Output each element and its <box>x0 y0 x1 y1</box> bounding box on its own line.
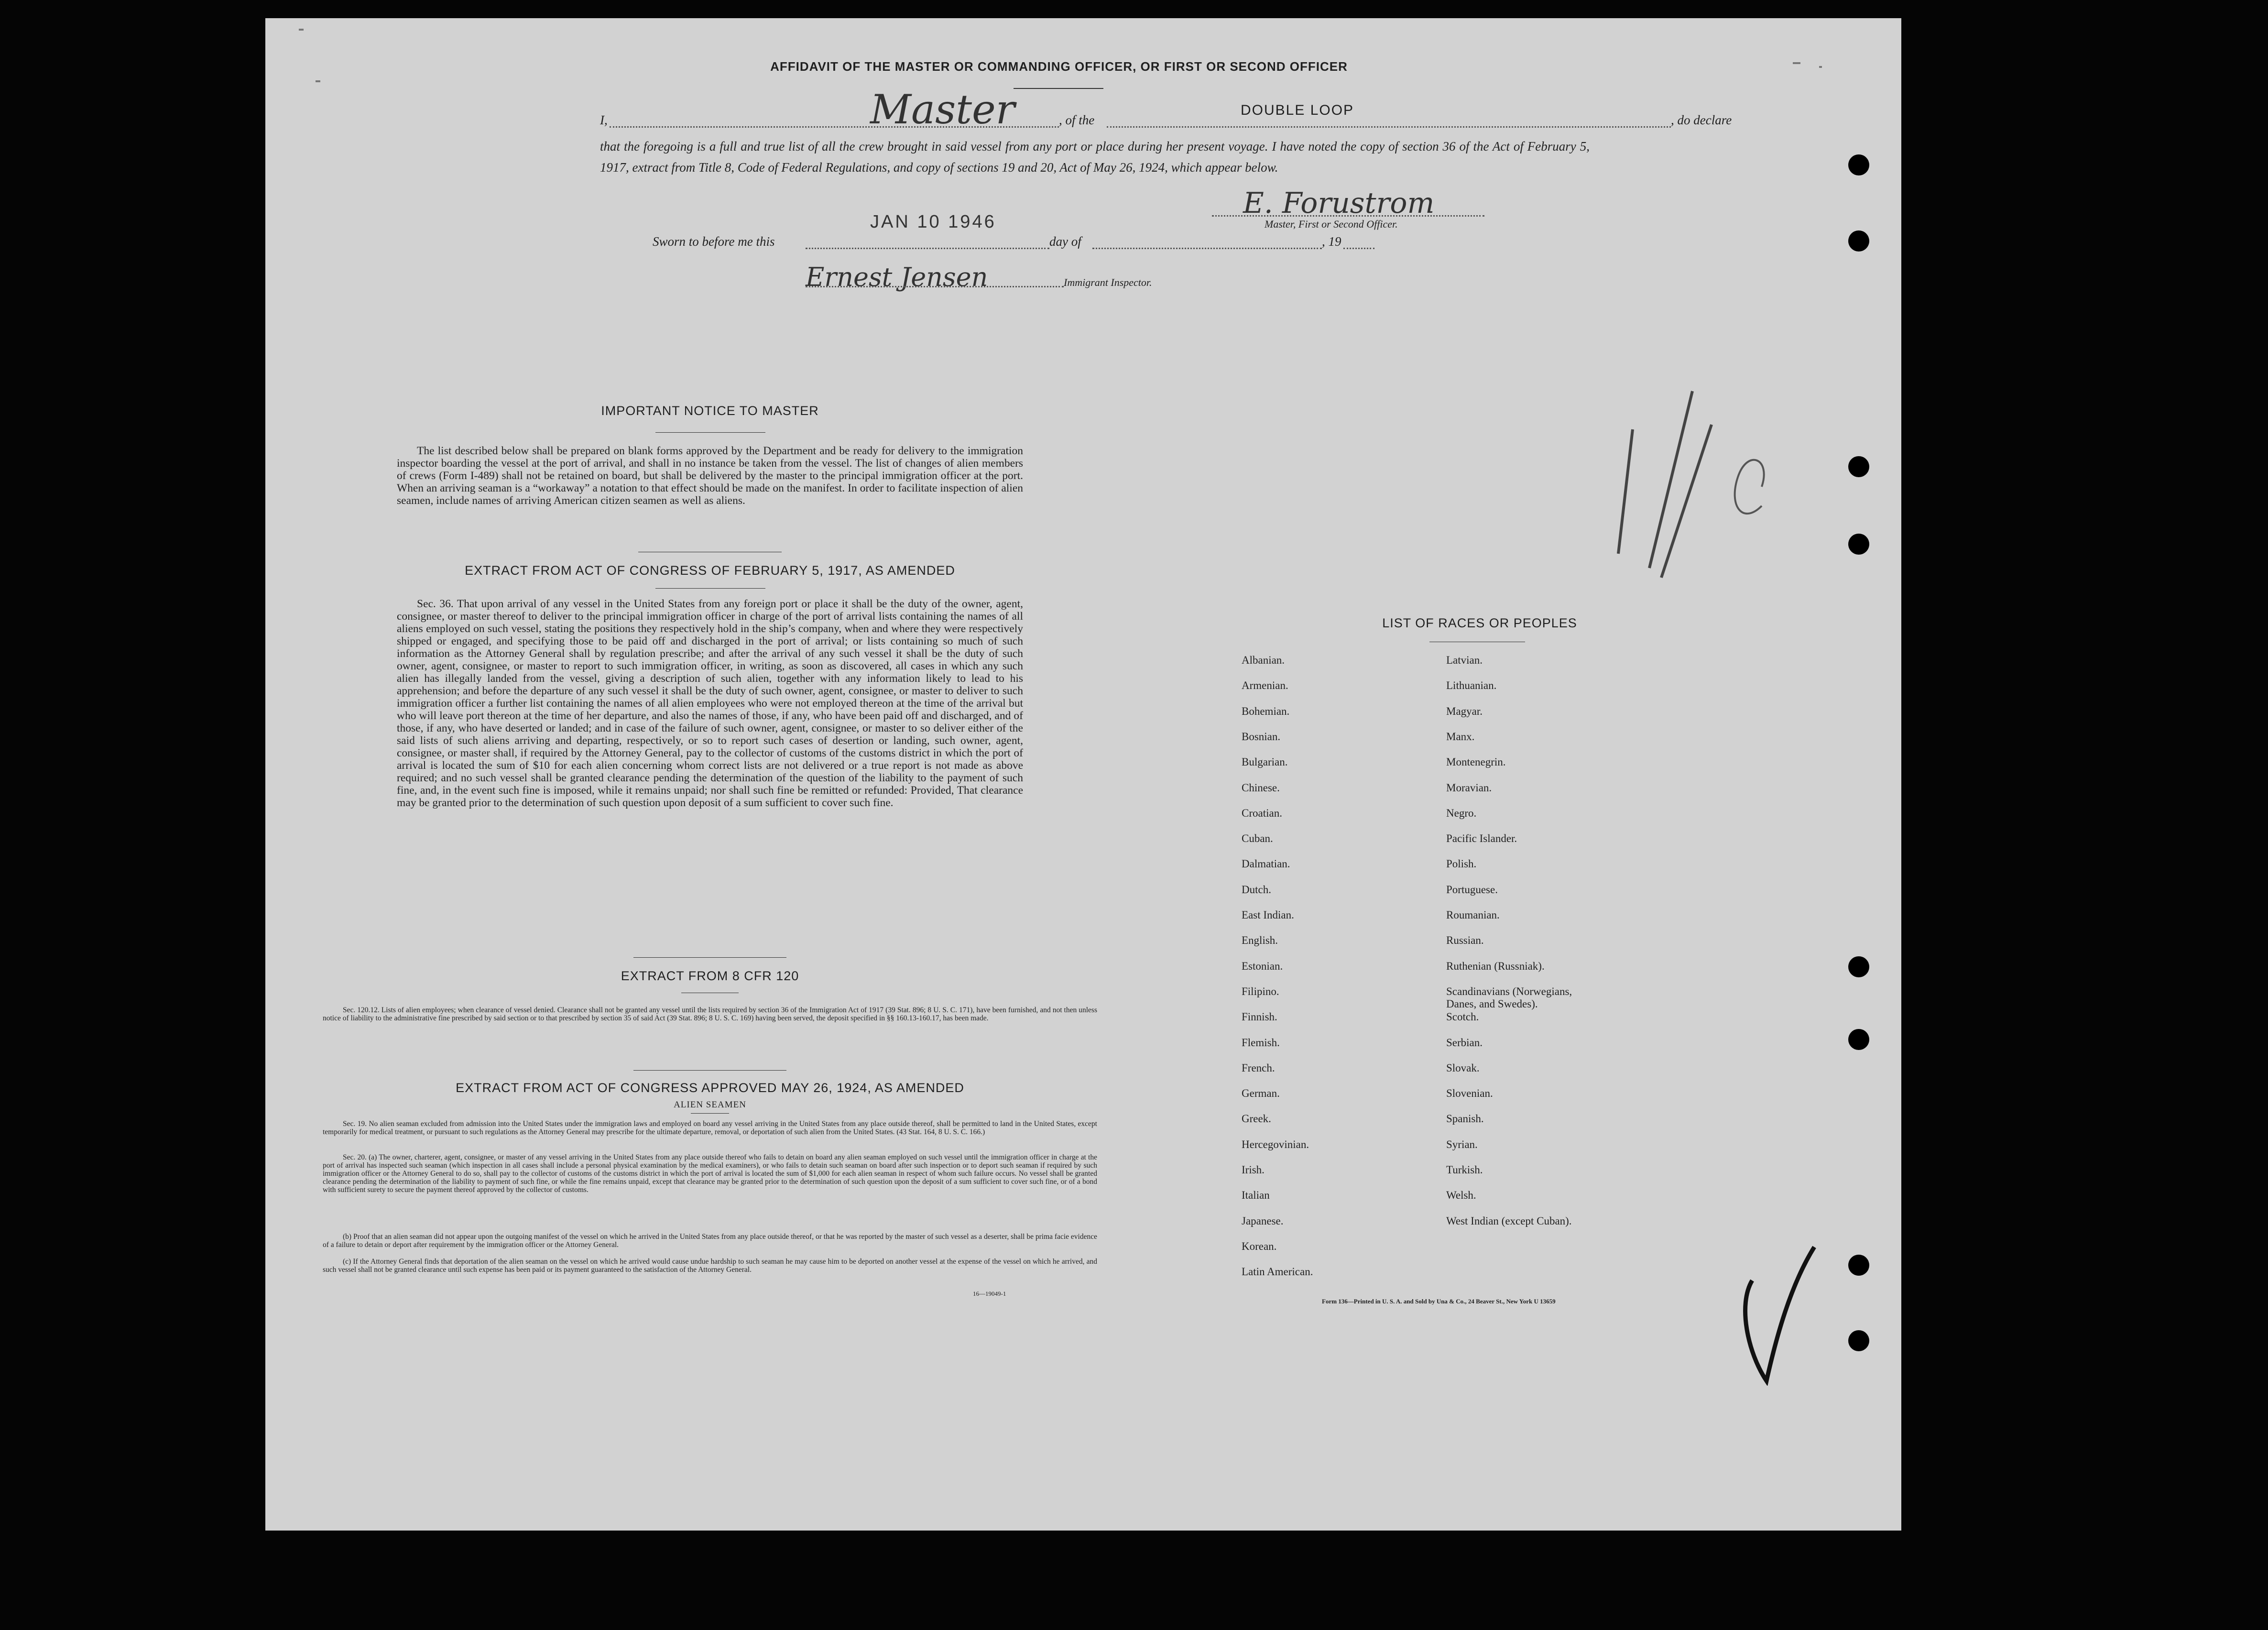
race-item: Filipino. <box>1242 985 1279 997</box>
vessel-name-line <box>1107 126 1671 128</box>
race-item: Slovenian. <box>1446 1087 1493 1100</box>
race-item: Ruthenian (Russniak). <box>1446 960 1545 972</box>
sworn-month-line <box>1092 248 1322 249</box>
race-item: German. <box>1242 1087 1280 1100</box>
extract-1917-title: EXTRACT FROM ACT OF CONGRESS OF FEBRUARY 5, 1917, AS AMENDED <box>465 563 955 578</box>
race-item: Latvian. <box>1446 654 1483 666</box>
binder-hole <box>1848 230 1869 252</box>
inspector-line <box>806 286 1064 287</box>
race-item: Bulgarian. <box>1242 756 1288 768</box>
extract-1924-subtitle: ALIEN SEAMEN <box>674 1100 746 1110</box>
race-item: Estonian. <box>1242 960 1283 972</box>
binder-hole <box>1848 1255 1869 1276</box>
sworn-date-stamp: JAN 10 1946 <box>870 212 996 232</box>
handwritten-check-mark <box>1733 1242 1819 1386</box>
race-item: Cuban. <box>1242 832 1273 845</box>
race-item: Montenegrin. <box>1446 756 1506 768</box>
race-item: Greek. <box>1242 1113 1271 1125</box>
race-item: Flemish. <box>1242 1036 1280 1049</box>
race-item: Manx. <box>1446 730 1475 743</box>
race-item: Croatian. <box>1242 807 1282 819</box>
race-item: Scandinavians (Norwegians, <box>1446 985 1572 997</box>
binder-hole <box>1848 1029 1869 1050</box>
divider <box>633 957 786 958</box>
binder-hole <box>1848 456 1869 477</box>
affidavit-body: that the foregoing is a full and true list of all the crew brought in said vessel from any port or place during her present voyage. I have noted the copy of section 36 of the Act of February 5, 1917, extract from Title 8, Code of Federal Regulations, and copy of sections 19 and 20, Act of May 26, 1924, which appear below. <box>600 139 1590 175</box>
race-item: Serbian. <box>1446 1036 1483 1049</box>
race-item: Moravian. <box>1446 781 1492 794</box>
divider <box>1014 88 1103 89</box>
extract-cfr-title: EXTRACT FROM 8 CFR 120 <box>621 969 799 983</box>
race-item: Welsh. <box>1446 1189 1476 1202</box>
sworn-day-line <box>806 248 1049 249</box>
binder-hole <box>1848 154 1869 175</box>
form-footer: Form 136—Printed in U. S. A. and Sold by Una & Co., 24 Beaver St., New York U 13659 <box>1322 1298 1556 1305</box>
race-item: Scotch. <box>1446 1011 1479 1023</box>
binder-hole <box>1848 534 1869 555</box>
race-item: Slovak. <box>1446 1061 1480 1074</box>
sworn-year-line <box>1343 248 1374 249</box>
race-item: Albanian. <box>1242 654 1285 666</box>
race-item: Bohemian. <box>1242 705 1290 717</box>
race-item: East Indian. <box>1242 909 1294 921</box>
extract-1924-sec20b: (b) Proof that an alien seaman did not appear upon the outgoing manifest of the vessel on which he arrived in the United States from any place outside thereof, or that he was reported by the master of such vessel as a deserter, shall be prima facie evidence of a failure to detain or deport after requirement by the immigration officer or the Attorney General. <box>323 1233 1097 1249</box>
scan-speck <box>1793 62 1800 64</box>
race-item: Dalmatian. <box>1242 858 1290 870</box>
day-of-label: day of <box>1049 234 1081 249</box>
binder-hole <box>1848 956 1869 977</box>
race-item: Lithuanian. <box>1446 679 1497 692</box>
divider <box>655 588 765 589</box>
race-item: Danes, and Swedes). <box>1446 997 1538 1010</box>
master-caption: Master, First or Second Officer. <box>1265 218 1398 230</box>
race-item: Syrian. <box>1446 1138 1478 1150</box>
race-item: Bosnian. <box>1242 730 1281 743</box>
notice-body: The list described below shall be prepared on blank forms approved by the Department and be ready for delivery to the immigration inspector boarding the vessel at the port of arrival, and shall in no instance be taken from the vessel. The list of changes of alien members of crews (Form I-489) shall not be retained on board, but shall be delivered by the master to the principal immigration officer at the port. When an arriving seaman is a “workaway” a notation to that effect should be made on the manifest. In order to facilitate inspection of alien seamen, include names of arriving American citizen seamen as well as aliens. <box>397 445 1023 507</box>
race-item: Chinese. <box>1242 781 1280 794</box>
extract-1924-title: EXTRACT FROM ACT OF CONGRESS APPROVED MAY 26, 1924, AS AMENDED <box>456 1081 964 1095</box>
do-declare-label: , do declare <box>1671 113 1732 127</box>
race-item: Hercegovinian. <box>1242 1138 1309 1150</box>
extract-1924-sec19: Sec. 19. No alien seaman excluded from admission into the United States under the immigration laws and employed on board any vessel arriving in the United States from any place outside thereof, shall be permitted to land in the United States, except temporarily for medical treatment, or pursuant to such regulations as the Attorney General may prescribe for the ultimate departure, removal, or deportation of such alien from the United States. (43 Stat. 164, 8 U. S. C. 166.) <box>323 1120 1097 1136</box>
affidavit-heading: AFFIDAVIT OF THE MASTER OR COMMANDING OFFICER, OR FIRST OR SECOND OFFICER <box>770 59 1348 74</box>
race-item: Spanish. <box>1446 1113 1484 1125</box>
signature-line <box>1212 215 1484 217</box>
race-item: French. <box>1242 1061 1275 1074</box>
race-item: Korean. <box>1242 1240 1277 1252</box>
sworn-label: Sworn to before me this <box>653 234 775 249</box>
affidavit-i-label: I, <box>600 113 608 127</box>
extract-1924-sec20a: Sec. 20. (a) The owner, charterer, agent, consignee, or master of any vessel arriving in the United States from any place outside thereof who fails to detain on board any alien seaman employed on such vessel until the immigration officer in charge at the port of arrival has inspected such seaman (which inspection in all cases shall include a personal physical examination by the medical examiners), or who fails to detain such seaman on board after such inspection or to deport such seaman if required by such immigration officer or the Attorney General to do so, shall pay to the collector of customs of the customs district in which the port of arrival is located the sum of $1,000 for each alien seaman in respect of whom such failure occurs. No vessel shall be granted clearance pending the determination of the liability to payment of such fine, or while the fine remains unpaid, except that clearance may be granted prior to the determination of such question upon the deposit of a sum sufficient to cover such fine, or of a bond with sufficient surety to secure the payment thereof approved by the collector of customs. <box>323 1153 1097 1194</box>
race-item: English. <box>1242 934 1278 947</box>
extract-1924-sec20c: (c) If the Attorney General finds that deportation of the alien seaman on the vessel on which he arrived would cause undue hardship to such seaman he may cause him to be deported on another vessel at the expense of the vessel on which he arrived, and such vessel shall not be granted clearance until such expense has been paid or its payment guaranteed to the satisfaction of the Attorney General. <box>323 1258 1097 1274</box>
master-signature: E. Forustrom <box>1243 186 1435 220</box>
vessel-name: DOUBLE LOOP <box>1241 102 1354 118</box>
race-item: Turkish. <box>1446 1164 1483 1176</box>
form-number: 16—19049-1 <box>973 1290 1006 1297</box>
scan-speck <box>299 29 304 31</box>
race-item: Finnish. <box>1242 1011 1277 1023</box>
of-the-label: , of the <box>1059 113 1095 127</box>
scan-speck <box>1819 66 1822 68</box>
race-item: Irish. <box>1242 1164 1265 1176</box>
race-item: Portuguese. <box>1446 883 1498 896</box>
race-item: Russian. <box>1446 934 1484 947</box>
divider <box>655 432 765 433</box>
master-handwritten: Master <box>870 86 1015 133</box>
race-item: Polish. <box>1446 858 1477 870</box>
race-item: Pacific Islander. <box>1446 832 1517 845</box>
notice-title: IMPORTANT NOTICE TO MASTER <box>601 404 819 418</box>
binder-hole <box>1848 1330 1869 1351</box>
race-item: Italian <box>1242 1189 1270 1202</box>
race-item: Latin American. <box>1242 1266 1313 1278</box>
race-item: Dutch. <box>1242 883 1271 896</box>
extract-cfr-body: Sec. 120.12. Lists of alien employees; when clearance of vessel denied. Clearance shall not be granted any vessel until the lists required by section 36 of the Immigration Act of 1917 (39 Stat. 896; 8 U. S. C. 171), have been furnished, and not then unless notice of liability to the administrative fine prescribed by said section or to that prescribed by section 35 of said Act (39 Stat. 896; 8 U. S. C. 169) having been served, the deposit specified in §§ 160.13-160.17, has been made. <box>323 1006 1097 1022</box>
scan-speck <box>316 80 320 82</box>
handwritten-page-mark <box>1604 362 1776 587</box>
race-item: Magyar. <box>1446 705 1483 717</box>
race-item: West Indian (except Cuban). <box>1446 1214 1572 1227</box>
form-page <box>265 18 1901 1531</box>
race-item: Japanese. <box>1242 1214 1284 1227</box>
inspector-signature: Ernest Jensen <box>806 262 988 292</box>
race-item: Armenian. <box>1242 679 1288 692</box>
inspector-caption: Immigrant Inspector. <box>1064 276 1152 288</box>
year-label: , 19 <box>1322 234 1341 249</box>
divider <box>633 1070 786 1071</box>
divider <box>691 1113 729 1114</box>
race-item: Roumanian. <box>1446 909 1500 921</box>
races-title: LIST OF RACES OR PEOPLES <box>1382 616 1577 630</box>
extract-1917-body: Sec. 36. That upon arrival of any vessel in the United States from any foreign port or place it shall be the duty of the owner, agent, consignee, or master thereof to deliver to the principal immigration officer in charge of the port of arrival lists containing the names of all aliens employed on such vessel, stating the positions they respectively hold in the ship’s company, when and where they were respectively shipped or engaged, and specifying those to be paid off and discharged in the port of arrival; or lists containing so much of such information as the Attorney General shall by regulation prescribe; and after the arrival of any such vessel it shall be the duty of such owner, agent, consignee, or master to report to such immigration officer, in writing, as soon as discovered, all cases in which any such alien has illegally landed from the vessel, giving a description of such alien, together with any information likely to lead to his apprehension; and before the departure of any such vessel it shall be the duty of such owner, agent, consignee, or master to deliver to such immigration officer a further list containing the names of all alien employees who were not employed thereon at the time of the arrival but who will leave port thereon at the time of her departure, and also the names of those, if any, who have been paid off and discharged, and of those, if any, who have deserted or landed; and in case of the failure of such owner, agent, consignee, or master to so deliver either of the said lists of such aliens arriving and departing, respectively, or so to report such cases of desertion or landing, such owner, agent, consignee, or master shall, if required by the Attorney General, pay to the collector of customs of the customs district in which the port of arrival is located the sum of $10 for each alien concerning whom correct lists are not delivered or a true report is not made as above required; and no such vessel shall be granted clearance pending the determination of the question of the liability to the payment of such fine, and, in the event such fine is imposed, while it remains unpaid; nor shall such fine be remitted or refunded: Provided, That clearance may be granted prior to the determination of such question upon deposit of a sum sufficient to cover such fine. <box>397 598 1023 809</box>
race-item: Negro. <box>1446 807 1477 819</box>
